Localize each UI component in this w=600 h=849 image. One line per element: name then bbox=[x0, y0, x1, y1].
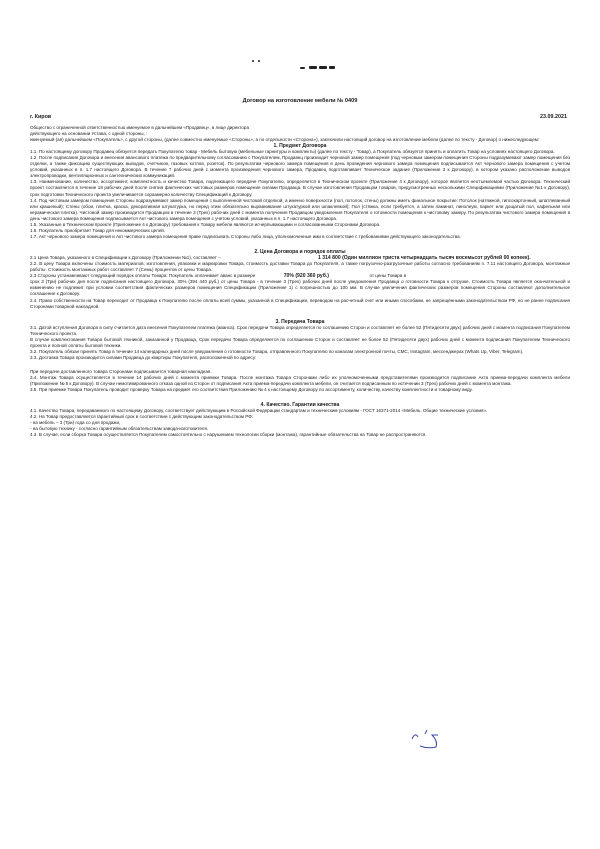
clause: В случае комплектования Товара бытовой техникой, заказанной у Продавца, Срок передачи Товара определяется по соглашению Сторон и составляет не более 52 (Пятидесяти двух) рабочих дней с момента подписания Покупателем Технического проекта и полной оплаты бытовой техники. bbox=[30, 336, 570, 348]
intro-line: именуемый (ая) дальнейшем «Покупатель», с другой стороны, (далее совместно именуемые «Стороны», а по отдельности «Сторона»), заключили настоящий договор на изготовление мебели (далее по тексту - Договор) о нижеследующем: bbox=[30, 137, 540, 143]
contract-city: г. Киров bbox=[30, 114, 52, 120]
clause: 1.1. По настоящему договору Продавец обязуется передать Покупателю товар - Мебель бытовую (мебельные гарнитуры и комплекты) (далее по тексту - Товар), а Покупатель обязуется принять и оплатить Товар на условиях настоящего Договора. bbox=[30, 149, 555, 155]
document-body bbox=[30, 125, 570, 438]
section-heading: 4. Качество. Гарантии качества bbox=[260, 402, 340, 409]
clause: 1.4. Под чистовым замером помещения Стороны подразумевают замер помещения с выполненной чистовой отделкой, а именно поверхности (пол, потолок, стены) должны иметь финальное покрытие: Потолок (натяжной, гипсокартонный, шпатлеванный или крашеный); Стены (обои, плитка, краска, декоративная штукатурка, но перед этим обязательно выравнивание штукатуркой или шпаклевкой); Пол (стяжка, если требуется, а затем ламинат, линолеум, паркет или дощатый пол, кафельная или керамическая плитка). Чистовой замер производится Продавцом в течение 3 (Трех) рабочих дней с момента получения Продавцом уведомления Покупателя о готовности помещения к чистовому замеру. По результатам чистового замера помещения в день чистового замера помещения подписывается Акт чистового замера помещения с учетом условий, указанных в п. 1.7 настоящего Договора. bbox=[30, 197, 570, 221]
signature bbox=[400, 727, 460, 757]
price-label: 2.1 Цена Товара, указанного в Спецификации к Договору (Приложении №1), составляет – bbox=[30, 254, 221, 260]
clause: При передаче доставленного товара Сторонами подписывается товарная накладная. bbox=[30, 368, 212, 374]
clause: 1.2. После подписания Договора и внесения авансового платежа по предварительному согласованию с Покупателем, Продавец производит черновой замер помещения (под черновым замером помещения Стороны подразумевают замер помещения без отделки, а также фиксацию существующих выводов, счетчиков, газовых котлов, розеток). По результатам чернового замера помещения в день проведения чернового замера помещения подписывается Акт чернового замера помещения с учетом условий, указанных в п. 1.7 настоящего Договора. В течение 7 рабочих дней с момента произведения чернового замера, Продавец подготавливает Техническое задание (Приложение 3 к Договору), в котором указано расположение выводов электропроводки, вентиляционных и сантехнических коммуникаций. bbox=[30, 155, 570, 179]
section-heading: 1. Предмет Договора bbox=[273, 143, 327, 150]
clause: 4.1. Качество Товара, передаваемого по настоящему Договору, соответствует действующим в Российской Федерации стандартам и техническим условиям - ГОСТ 16371-2014 «Мебель. Общие технические условия». bbox=[30, 408, 488, 414]
clause: 1.5. Указанные в Техническом проекте (Приложение 4 к Договору) требования к Товару мебели являются исчерпывающими и согласованными Сторонами Договора. bbox=[30, 221, 381, 227]
intro-line: Общество с ограниченной ответственностью именуемое в дальнейшем «Продавец», в лице директора bbox=[30, 125, 249, 130]
clause: 4.2. На Товар предоставляется гарантийный срок в соответствии с действующим законодательством РФ: bbox=[30, 414, 254, 420]
clause: 4.3. В случае, если сборка Товара осуществляется Покупателем самостоятельно с нарушением технологии сборки (монтажа), гарантийные обязательства на Товар не распространяются. bbox=[30, 432, 427, 438]
clause: 3.2. Покупатель обязан принять Товар в течение 14 календарных дней после уведомления о готовности Товара, отправленного Покупателю по каналам электронной почты, СМС, Instagram, мессенджерах (Whats Up, Viber, Telegram). bbox=[30, 348, 524, 354]
clause: 3.1. Датой вступления Договора в силу считается дата внесения Покупателем платежа (аванса). Срок передачи Товара определяется по соглашению Сторон и составляет не более 52 (Пятидесяти двух) рабочих дней с момента подписания Покупателем Технического проекта. bbox=[30, 324, 570, 336]
clause: 1.7. Акт чернового замера помещения и Акт чистового замера помещения праве подписывать Стороны либо лица, уполномоченные ими в соответствие с требованиями действующего законодательства. bbox=[30, 233, 461, 239]
payment-text: 2.3.Стороны устанавливают следующий порядок оплаты Товара: Покупатель оплачивает аванс в размере bbox=[30, 273, 256, 279]
contract-date: 23.09.2021 bbox=[540, 114, 567, 120]
list-item: - на мебель – 3 (Три) года со дня продажи, bbox=[30, 420, 121, 426]
clause: срок 3 (Три) рабочих дня после подписания настоящего Договора, 30% (394 440 руб.) от цены Товара - в течение 3 (Трех) рабочих дней после уведомления Продавца о готовности Товара к отгрузке. Стоимость Товара является окончательной и изменению не подлежит при условии соответствия фактических размеров помещения Спецификации (Приложение 1) с погрешностью до 100 мм. В случае увеличения фактических размеров помещения Стороны составляют дополнительное соглашение к Договору. bbox=[30, 279, 570, 297]
clause: 3.4. Монтаж Товара осуществляется в течение 14 рабочих дней с момента приемки Товара. После монтажа Товара Сторонами либо их уполномоченными представителями производится подписание Акта приема-передачи комплекта мебели (Приложение № 5 к Договору). В случае немотивированного отказа одной из Сторон от подписания Акта приема-передачи комплекта мебели, он считается подписанным по истечении 3 (Трех) рабочих дней с момента монтажа. bbox=[30, 374, 570, 387]
clause: 2.4. Право собственности на Товар переходит от Продавца к Покупателю после оплаты всей суммы, указанной в Спецификации, переводом на расчетный счет или иными способами, не запрещёнными законодательством РФ, но не ранее подписания Сторонами товарной накладной. bbox=[30, 297, 570, 309]
clause: 2.2. В цену Товара включены стоимость материалов, изготовления, упаковки и маркировки Товара, стоимость доставки Товара до Покупателя, а также погрузочно-разгрузочные работы согласно требованиям п. 7.11 настоящего Договора, монтажные работы. Стоимость монтажных работ составляет 7 (Семь) процентов от цены Товара. bbox=[30, 261, 570, 273]
clause: 3.5. При приемке Товара Покупатель проводит проверку Товара на предмет его соответствия Приложению № 4 к настоящему Договору по ассортименту, количеству, качеству комплектности и товарному виду. bbox=[30, 387, 473, 393]
company-logo bbox=[250, 58, 350, 76]
clause: 1.6. Покупатель приобретает Товар для некоммерческих целей. bbox=[30, 227, 166, 233]
section-heading: 2. Цена Договора и порядок оплаты bbox=[254, 248, 346, 255]
document-title: Договор на изготовление мебели № 0409 bbox=[242, 98, 358, 104]
intro-line: действующего на основании Устава, с одной стороны, : bbox=[30, 131, 148, 137]
clause: 1.3. Наименование, количество, ассортимент, комплектность и качество Товара, подлежащего передаче Покупателю, определяется в Техническом проекте (Приложение 4 к Договору), которое является неотъемлемой частью Договора. Технический проект составляется в течение 18 рабочих дней после снятия фактических чистовых размеров помещения силами Продавца. В случае изготовления Продавцом товаров, предусмотренных несколькими Спецификациями (Приложение №1 к Договору), срок подготовки Технического проекта увеличивается соразмерно количеству Спецификаций к Договору. bbox=[30, 179, 570, 197]
advance-amount: 70% (920 360 руб.) bbox=[283, 273, 329, 280]
payment-text: от цены Товара в bbox=[369, 273, 407, 279]
price-amount: 1 314 800 (Один миллион триста четырнадцать тысяч восемьсот рублей 00 копеек). bbox=[318, 254, 531, 261]
list-item: - на бытовую технику - согласно гарантийным обязательствам завода-изготовителя. bbox=[30, 426, 209, 432]
clause: 3.3. Доставка Товара производится силами Продавца до квартиры Покупателя, расположенной по адресу: bbox=[30, 354, 257, 360]
section-heading: 3. Передача Товара bbox=[275, 318, 325, 325]
